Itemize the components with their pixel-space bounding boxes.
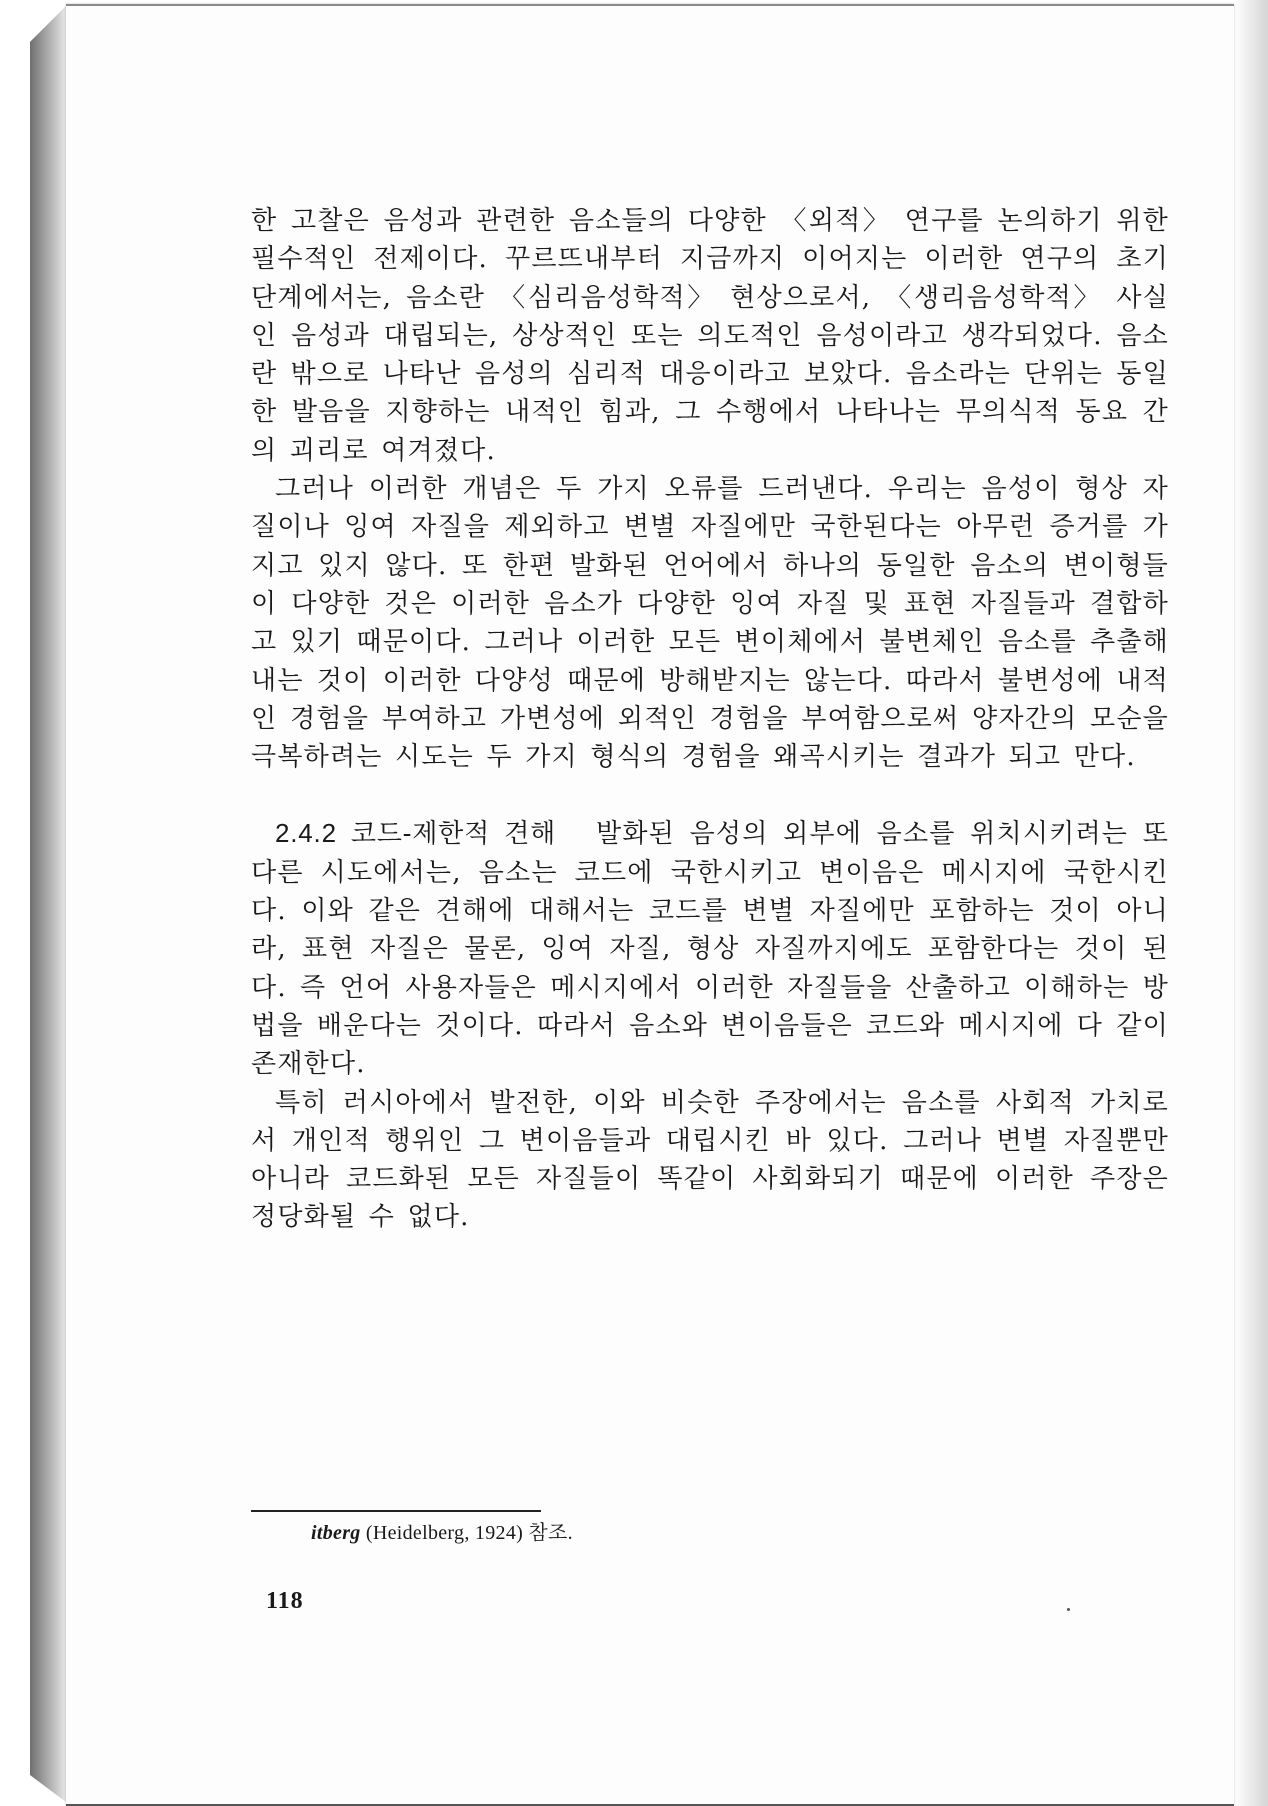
page-number: 118	[266, 1588, 304, 1614]
speck	[1067, 1608, 1070, 1611]
section-paragraph-1	[251, 814, 1169, 1083]
section-number: 2.4.2	[275, 818, 337, 849]
section-paragraph-1-text: 발화된 음성의 외부에 음소를 위치시키려는 또 다른 시도에서는, 음소는 코드에 국한시키고 변이음은 메시지에 국한시킨다. 이와 같은 견해에 대해서는 코드를 변별 자질에만 포함하는 것이 아니라, 표현 자질은 물론, 잉여 자질, 형상 자질까지에도 포함한다는 것이 된다. 즉 언어 사용자들은 메시지에서 이러한 자질들을 산출하고 이해하는 방법을 배운다는 것이다. 따라서 음소와 변이음들은 코드와 메시지에 다 같이 존재한다.	[251, 819, 1170, 1080]
section-2-4-2	[251, 814, 1169, 1236]
footnote-rest: (Heidelberg, 1924) 참조.	[360, 1522, 573, 1544]
footnote-rule	[251, 1510, 541, 1512]
paragraph-2: 그러나 이러한 개념은 두 가지 오류를 드러낸다. 우리는 음성이 형상 자질이나 잉여 자질을 제외하고 변별 자질에만 국한된다는 아무런 증거를 가지고 있지 않다. 또 한편 발화된 언어에서 하나의 동일한 음소의 변이형들이 다양한 것은 이러한 음소가 다양한 잉여 자질 및 표현 자질들과 결합하고 있기 때문이다. 그러나 이러한 모든 변이체에서 불변체인 음소를 추출해 내는 것이 이러한 다양성 때문에 방해받지는 않는다. 따라서 불변성에 내적인 경험을 부여하고 가변성에 외적인 경험을 부여함으로써 양자간의 모순을 극복하려는 시도는 두 가지 형식의 경험을 왜곡시키는 결과가 되고 만다.	[251, 474, 1169, 773]
book-edge-left	[30, 6, 66, 1802]
footnote	[251, 1510, 851, 1545]
section-heading	[275, 819, 596, 849]
paragraph-1: 한 고찰은 음성과 관련한 음소들의 다양한 〈외적〉 연구를 논의하기 위한 필수적인 전제이다. 꾸르뜨내부터 지금까지 이어지는 이러한 연구의 초기 단계에서는, 음소란 〈심리음성학적〉 현상으로서, 〈생리음성학적〉 사실인 음성과 대립되는, 상상적인 또는 의도적인 음성이라고 생각되었다. 음소란 밖으로 나타난 음성의 심리적 대응이라고 보았다. 음소라는 단위는 동일한 발음을 지향하는 내적인 힘과, 그 수행에서 나타나는 무의식적 동요 간의 괴리로 여겨졌다.	[251, 206, 1169, 466]
book-edge-right	[1234, 0, 1268, 1806]
section-paragraph-2: 특히 러시아에서 발전한, 이와 비슷한 주장에서는 음소를 사회적 가치로서 개인적 행위인 그 변이음들과 대립시킨 바 있다. 그러나 변별 자질뿐만 아니라 코드화된 모든 자질들이 똑같이 사회화되기 때문에 이러한 주장은 정당화될 수 없다.	[251, 1087, 1169, 1233]
section-title: 코드-제한적 견해	[350, 819, 557, 850]
footnote-text	[251, 1516, 851, 1545]
footnote-italic: itberg	[311, 1522, 361, 1544]
book-page	[66, 4, 1234, 1806]
main-text	[251, 202, 1169, 1237]
